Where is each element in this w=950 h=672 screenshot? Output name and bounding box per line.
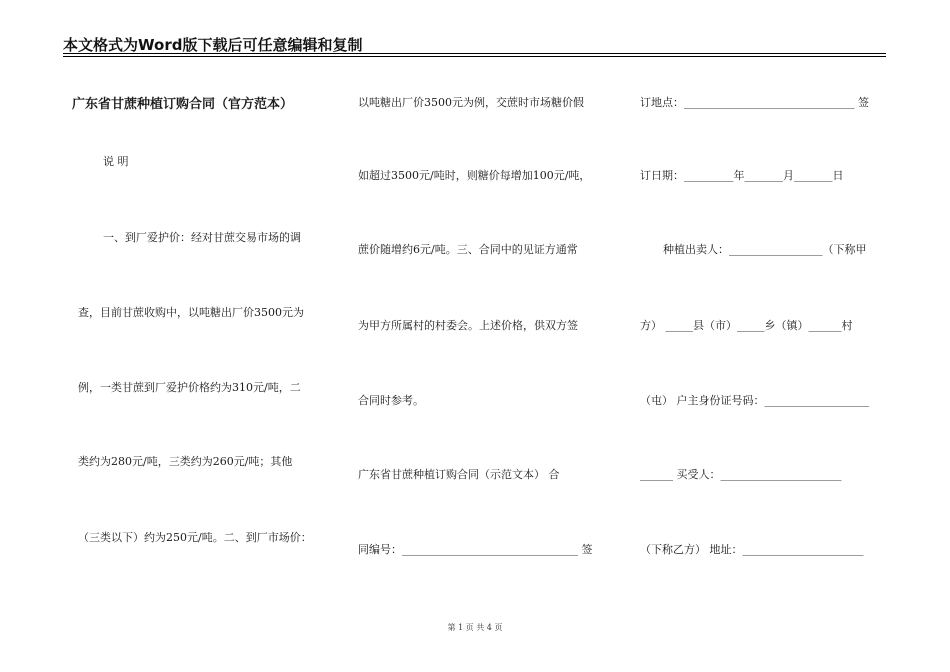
page-footer: 第 1 页 共 4 页: [447, 623, 503, 632]
col2-line: 为甲方所属村的村委会。上述价格，供双方签: [358, 319, 578, 332]
header-rule-thin: [63, 56, 886, 57]
col3-line: 方） _____县（市）_____乡（镇）______村: [640, 319, 853, 332]
col3-line: 种植出卖人：_________________（下称甲: [663, 243, 867, 256]
col3-line: 订日期：_________年_______月_______日: [640, 169, 844, 182]
col2-line: 合同时参考。: [358, 394, 424, 407]
col1-line: 例，一类甘蔗到厂爱护价格约为310元/吨，二: [78, 381, 301, 394]
document-banner: 本文格式为Word版下载后可任意编辑和复制: [63, 36, 363, 54]
col1-line: 类约为280元/吨，三类约为260元/吨；其他: [78, 455, 293, 468]
header-rule: [63, 53, 886, 54]
col2-line: 同编号：________________________________ 签: [358, 543, 593, 556]
col2-line: 如超过3500元/吨时，则糖价每增加100元/吨，: [358, 169, 591, 182]
col2-line: 以吨糖出厂价3500元为例，交蔗时市场糖价假: [358, 96, 584, 109]
col3-line: （下称乙方） 地址：______________________: [640, 543, 864, 556]
col1-line: 查，目前甘蔗收购中，以吨糖出厂价3500元为: [78, 306, 304, 319]
col2-line: 蔗价随增约6元/吨。三、合同中的见证方通常: [358, 243, 578, 256]
col1-line: （三类以下）约为250元/吨。二、到厂市场价：: [78, 531, 312, 544]
col3-line: 订地点：_______________________________ 签: [640, 96, 869, 109]
col2-line: 广东省甘蔗种植订购合同（示范文本） 合: [358, 468, 560, 481]
col3-line: （屯） 户主身份证号码：___________________: [640, 394, 869, 407]
col1-line: 一、到厂爱护价：经对甘蔗交易市场的调: [103, 231, 301, 244]
document-title: 广东省甘蔗种植订购合同（官方范本）: [72, 97, 294, 112]
col3-line: ______ 买受人：______________________: [640, 468, 842, 481]
col1-line: 说 明: [103, 155, 129, 168]
